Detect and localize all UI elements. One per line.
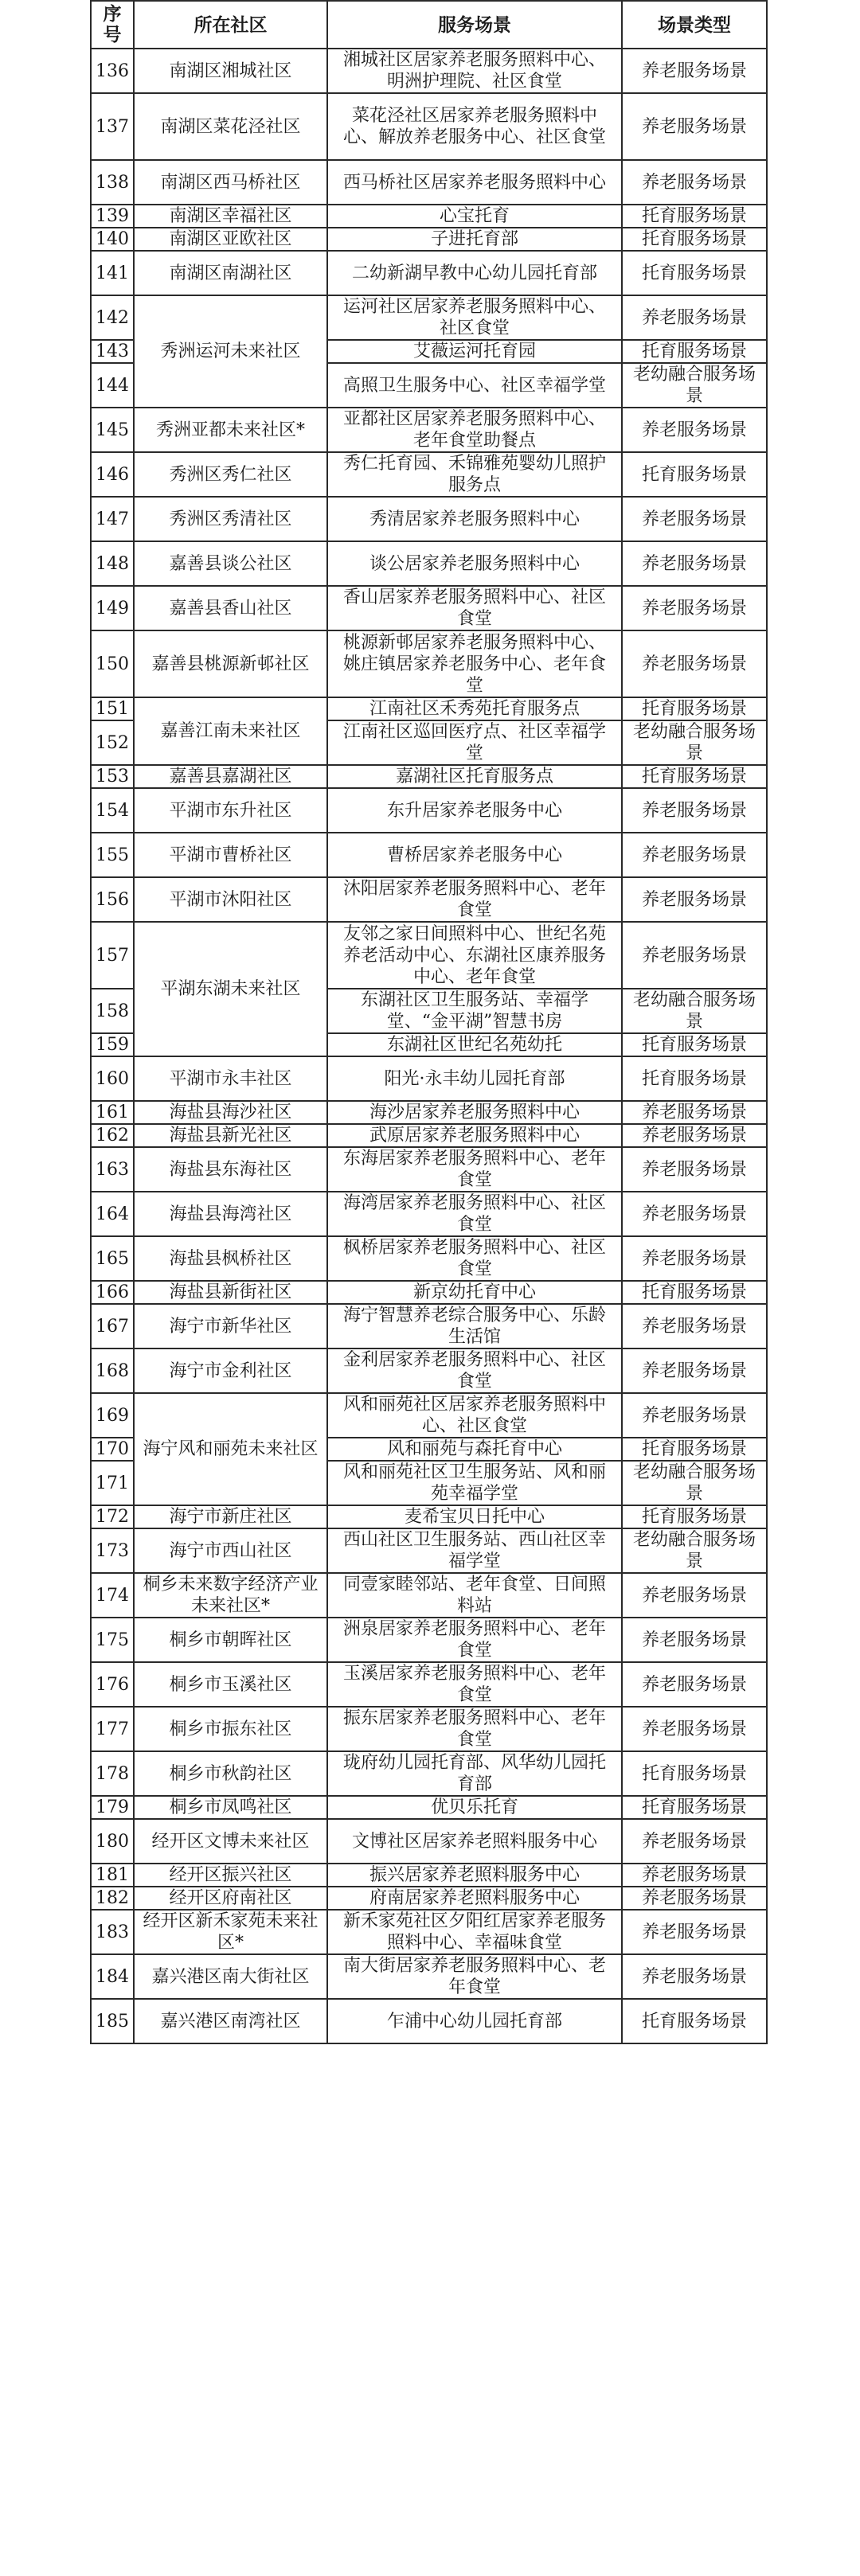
cell-seq: 177 (91, 1707, 134, 1751)
cell-community: 秀洲亚都未来社区* (134, 408, 327, 452)
cell-seq: 171 (91, 1461, 134, 1505)
cell-seq: 165 (91, 1236, 134, 1281)
cell-service: 武原居家养老服务照料中心 (327, 1124, 622, 1147)
cell-seq: 140 (91, 228, 134, 251)
cell-service: 金利居家养老服务照料中心、社区食堂 (327, 1348, 622, 1393)
cell-community: 海宁市金利社区 (134, 1348, 327, 1393)
cell-service: 新禾家苑社区夕阳红居家养老服务照料中心、幸福味食堂 (327, 1910, 622, 1954)
cell-service: 麦希宝贝日托中心 (327, 1505, 622, 1528)
cell-community: 海盐县东海社区 (134, 1147, 327, 1192)
cell-type: 养老服务场景 (622, 788, 767, 833)
cell-community: 平湖市东升社区 (134, 788, 327, 833)
cell-community: 南湖区西马桥社区 (134, 160, 327, 205)
table-row (91, 1618, 767, 1662)
cell-type: 养老服务场景 (622, 1954, 767, 1999)
table-row (91, 586, 767, 630)
cell-community: 嘉兴港区南大街社区 (134, 1954, 327, 1999)
cell-type: 托育服务场景 (622, 765, 767, 788)
cell-seq: 163 (91, 1147, 134, 1192)
header-seq-label: 序 号 (103, 3, 122, 45)
table-row (91, 1304, 767, 1348)
table-row (91, 452, 767, 497)
cell-type: 老幼融合服务场景 (622, 720, 767, 765)
cell-service: 风和丽苑社区卫生服务站、风和丽苑幸福学堂 (327, 1461, 622, 1505)
table-row (91, 497, 767, 541)
service-table (90, 0, 768, 2044)
cell-seq: 185 (91, 1999, 134, 2043)
cell-type: 养老服务场景 (622, 160, 767, 205)
cell-type: 养老服务场景 (622, 833, 767, 877)
cell-service: 优贝乐托育 (327, 1796, 622, 1819)
table-row (91, 160, 767, 205)
cell-seq: 153 (91, 765, 134, 788)
cell-community: 海宁市新庄社区 (134, 1505, 327, 1528)
cell-service: 南大街居家养老服务照料中心、老年食堂 (327, 1954, 622, 1999)
table-row (91, 1101, 767, 1124)
cell-seq: 170 (91, 1438, 134, 1461)
cell-seq: 179 (91, 1796, 134, 1819)
cell-seq: 182 (91, 1887, 134, 1910)
cell-community: 南湖区南湖社区 (134, 251, 327, 295)
cell-service: 桃源新邨居家养老服务照料中心、姚庄镇居家养老服务中心、老年食堂 (327, 630, 622, 697)
header-community: 所在社区 (134, 1, 327, 49)
cell-seq: 138 (91, 160, 134, 205)
cell-seq: 175 (91, 1618, 134, 1662)
cell-seq: 160 (91, 1056, 134, 1101)
cell-seq: 159 (91, 1033, 134, 1056)
header-row (91, 1, 767, 49)
cell-type: 养老服务场景 (622, 1147, 767, 1192)
table-row (91, 1662, 767, 1707)
cell-community: 海宁风和丽苑未来社区 (134, 1393, 327, 1505)
cell-community: 南湖区菜花泾社区 (134, 93, 327, 160)
table-row (91, 1192, 767, 1236)
cell-service: 艾薇运河托育园 (327, 340, 622, 363)
table-row (91, 1281, 767, 1304)
cell-seq: 152 (91, 720, 134, 765)
cell-service: 谈公居家养老服务照料中心 (327, 541, 622, 586)
cell-seq: 149 (91, 586, 134, 630)
cell-seq: 156 (91, 877, 134, 922)
table-row (91, 541, 767, 586)
cell-type: 养老服务场景 (622, 541, 767, 586)
cell-type: 养老服务场景 (622, 1864, 767, 1887)
cell-seq: 158 (91, 989, 134, 1033)
cell-community: 平湖市曹桥社区 (134, 833, 327, 877)
cell-type: 托育服务场景 (622, 1056, 767, 1101)
cell-type: 养老服务场景 (622, 1618, 767, 1662)
table-row (91, 1910, 767, 1954)
cell-service: 风和丽苑与森托育中心 (327, 1438, 622, 1461)
table-row (91, 1864, 767, 1887)
cell-service: 珑府幼儿园托育部、风华幼儿园托育部 (327, 1751, 622, 1796)
cell-service: 东升居家养老服务中心 (327, 788, 622, 833)
cell-service: 乍浦中心幼儿园托育部 (327, 1999, 622, 2043)
cell-type: 老幼融合服务场景 (622, 363, 767, 408)
cell-service: 二幼新湖早教中心幼儿园托育部 (327, 251, 622, 295)
table-row (91, 1147, 767, 1192)
cell-community: 秀洲区秀清社区 (134, 497, 327, 541)
table-row (91, 93, 767, 160)
cell-service: 嘉湖社区托育服务点 (327, 765, 622, 788)
cell-type: 养老服务场景 (622, 1819, 767, 1864)
cell-type: 养老服务场景 (622, 49, 767, 93)
cell-type: 养老服务场景 (622, 295, 767, 340)
cell-type: 养老服务场景 (622, 1192, 767, 1236)
cell-seq: 147 (91, 497, 134, 541)
cell-type: 养老服务场景 (622, 93, 767, 160)
cell-service: 东湖社区卫生服务站、幸福学堂、“金平湖”智慧书房 (327, 989, 622, 1033)
cell-community: 桐乡市秋韵社区 (134, 1751, 327, 1796)
cell-seq: 145 (91, 408, 134, 452)
table-row (91, 1056, 767, 1101)
cell-service: 玉溪居家养老服务照料中心、老年食堂 (327, 1662, 622, 1707)
table-row (91, 1707, 767, 1751)
cell-community: 平湖市永丰社区 (134, 1056, 327, 1101)
cell-community: 经开区振兴社区 (134, 1864, 327, 1887)
table-row (91, 833, 767, 877)
cell-community: 平湖东湖未来社区 (134, 922, 327, 1056)
cell-seq: 164 (91, 1192, 134, 1236)
cell-seq: 169 (91, 1393, 134, 1438)
cell-service: 友邻之家日间照料中心、世纪名苑养老活动中心、东湖社区康养服务中心、老年食堂 (327, 922, 622, 989)
cell-type: 养老服务场景 (622, 1662, 767, 1707)
table-row (91, 1954, 767, 1999)
cell-community: 桐乡市玉溪社区 (134, 1662, 327, 1707)
cell-community: 南湖区幸福社区 (134, 205, 327, 228)
cell-service: 香山居家养老服务照料中心、社区食堂 (327, 586, 622, 630)
cell-seq: 168 (91, 1348, 134, 1393)
cell-type: 养老服务场景 (622, 408, 767, 452)
cell-service: 洲泉居家养老服务照料中心、老年食堂 (327, 1618, 622, 1662)
cell-type: 养老服务场景 (622, 1124, 767, 1147)
cell-type: 养老服务场景 (622, 1348, 767, 1393)
cell-type: 托育服务场景 (622, 1796, 767, 1819)
cell-seq: 136 (91, 49, 134, 93)
cell-type: 托育服务场景 (622, 1438, 767, 1461)
cell-community: 海盐县海湾社区 (134, 1192, 327, 1236)
table-row (91, 630, 767, 697)
table-row (91, 1999, 767, 2043)
cell-type: 养老服务场景 (622, 1304, 767, 1348)
cell-community: 秀洲区秀仁社区 (134, 452, 327, 497)
cell-service: 江南社区禾秀苑托育服务点 (327, 697, 622, 720)
cell-community: 海盐县枫桥社区 (134, 1236, 327, 1281)
cell-seq: 167 (91, 1304, 134, 1348)
cell-type: 托育服务场景 (622, 1281, 767, 1304)
table-row (91, 1124, 767, 1147)
cell-community: 嘉善县香山社区 (134, 586, 327, 630)
cell-type: 养老服务场景 (622, 922, 767, 989)
table-row (91, 922, 767, 989)
table-row (91, 1348, 767, 1393)
cell-service: 江南社区巡回医疗点、社区幸福学堂 (327, 720, 622, 765)
cell-seq: 148 (91, 541, 134, 586)
cell-service: 新京幼托育中心 (327, 1281, 622, 1304)
cell-service: 西马桥社区居家养老服务照料中心 (327, 160, 622, 205)
cell-community: 南湖区湘城社区 (134, 49, 327, 93)
cell-type: 养老服务场景 (622, 1101, 767, 1124)
cell-seq: 142 (91, 295, 134, 340)
cell-community: 嘉善县嘉湖社区 (134, 765, 327, 788)
cell-seq: 150 (91, 630, 134, 697)
cell-service: 振东居家养老服务照料中心、老年食堂 (327, 1707, 622, 1751)
table-row (91, 408, 767, 452)
cell-seq: 172 (91, 1505, 134, 1528)
cell-community: 海盐县新光社区 (134, 1124, 327, 1147)
cell-community: 海宁市西山社区 (134, 1528, 327, 1573)
header-seq (91, 1, 134, 49)
cell-service: 海宁智慧养老综合服务中心、乐龄生活馆 (327, 1304, 622, 1348)
cell-type: 老幼融合服务场景 (622, 989, 767, 1033)
cell-seq: 139 (91, 205, 134, 228)
cell-seq: 144 (91, 363, 134, 408)
cell-seq: 176 (91, 1662, 134, 1707)
table-row (91, 788, 767, 833)
cell-type: 养老服务场景 (622, 877, 767, 922)
cell-type: 托育服务场景 (622, 1999, 767, 2043)
table-row (91, 205, 767, 228)
cell-seq: 137 (91, 93, 134, 160)
cell-service: 菜花泾社区居家养老服务照料中心、解放养老服务中心、社区食堂 (327, 93, 622, 160)
cell-type: 托育服务场景 (622, 1751, 767, 1796)
cell-community: 海盐县新街社区 (134, 1281, 327, 1304)
table-row (91, 49, 767, 93)
cell-type: 养老服务场景 (622, 1236, 767, 1281)
cell-service: 海沙居家养老服务照料中心 (327, 1101, 622, 1124)
table-row (91, 877, 767, 922)
cell-seq: 183 (91, 1910, 134, 1954)
table-row (91, 765, 767, 788)
cell-community: 海宁市新华社区 (134, 1304, 327, 1348)
cell-type: 养老服务场景 (622, 1393, 767, 1438)
cell-service: 西山社区卫生服务站、西山社区幸福学堂 (327, 1528, 622, 1573)
table-row (91, 1236, 767, 1281)
cell-type: 托育服务场景 (622, 251, 767, 295)
cell-service: 振兴居家养老照料服务中心 (327, 1864, 622, 1887)
cell-type: 老幼融合服务场景 (622, 1461, 767, 1505)
cell-type: 托育服务场景 (622, 697, 767, 720)
cell-service: 运河社区居家养老服务照料中心、社区食堂 (327, 295, 622, 340)
table-row (91, 228, 767, 251)
cell-community: 桐乡市朝晖社区 (134, 1618, 327, 1662)
cell-service: 子进托育部 (327, 228, 622, 251)
cell-type: 托育服务场景 (622, 340, 767, 363)
cell-type: 托育服务场景 (622, 1033, 767, 1056)
table-row (91, 1887, 767, 1910)
cell-service: 府南居家养老照料服务中心 (327, 1887, 622, 1910)
cell-service: 沐阳居家养老服务照料中心、老年食堂 (327, 877, 622, 922)
cell-service: 高照卫生服务中心、社区幸福学堂 (327, 363, 622, 408)
cell-service: 海湾居家养老服务照料中心、社区食堂 (327, 1192, 622, 1236)
cell-type: 养老服务场景 (622, 630, 767, 697)
cell-community: 海盐县海沙社区 (134, 1101, 327, 1124)
cell-seq: 180 (91, 1819, 134, 1864)
cell-seq: 178 (91, 1751, 134, 1796)
cell-type: 养老服务场景 (622, 497, 767, 541)
table-row (91, 1528, 767, 1573)
cell-service: 秀清居家养老服务照料中心 (327, 497, 622, 541)
cell-community: 嘉善县谈公社区 (134, 541, 327, 586)
table-row (91, 1751, 767, 1796)
cell-service: 东海居家养老服务照料中心、老年食堂 (327, 1147, 622, 1192)
table-row (91, 1505, 767, 1528)
cell-community: 平湖市沐阳社区 (134, 877, 327, 922)
cell-community: 经开区府南社区 (134, 1887, 327, 1910)
cell-seq: 157 (91, 922, 134, 989)
cell-community: 秀洲运河未来社区 (134, 295, 327, 408)
cell-type: 养老服务场景 (622, 1707, 767, 1751)
header-type: 场景类型 (622, 1, 767, 49)
cell-seq: 161 (91, 1101, 134, 1124)
cell-community: 嘉善江南未来社区 (134, 697, 327, 765)
cell-community: 南湖区亚欧社区 (134, 228, 327, 251)
cell-type: 养老服务场景 (622, 1573, 767, 1618)
cell-community: 嘉兴港区南湾社区 (134, 1999, 327, 2043)
cell-seq: 162 (91, 1124, 134, 1147)
table-row (91, 251, 767, 295)
cell-service: 东湖社区世纪名苑幼托 (327, 1033, 622, 1056)
cell-seq: 155 (91, 833, 134, 877)
cell-community: 桐乡市振东社区 (134, 1707, 327, 1751)
cell-seq: 146 (91, 452, 134, 497)
cell-service: 亚都社区居家养老服务照料中心、老年食堂助餐点 (327, 408, 622, 452)
header-service: 服务场景 (327, 1, 622, 49)
cell-type: 老幼融合服务场景 (622, 1528, 767, 1573)
table-row (91, 1796, 767, 1819)
cell-community: 嘉善县桃源新邨社区 (134, 630, 327, 697)
table-row (91, 1393, 767, 1438)
cell-type: 托育服务场景 (622, 452, 767, 497)
cell-type: 养老服务场景 (622, 1910, 767, 1954)
table-row (91, 1819, 767, 1864)
table-row (91, 1573, 767, 1618)
cell-community: 经开区新禾家苑未来社区* (134, 1910, 327, 1954)
cell-service: 阳光·永丰幼儿园托育部 (327, 1056, 622, 1101)
cell-seq: 154 (91, 788, 134, 833)
cell-type: 托育服务场景 (622, 228, 767, 251)
table-row (91, 697, 767, 720)
cell-service: 同壹家睦邻站、老年食堂、日间照料站 (327, 1573, 622, 1618)
cell-seq: 174 (91, 1573, 134, 1618)
table-row (91, 295, 767, 340)
cell-community: 桐乡市凤鸣社区 (134, 1796, 327, 1819)
cell-seq: 143 (91, 340, 134, 363)
cell-type: 托育服务场景 (622, 205, 767, 228)
cell-service: 风和丽苑社区居家养老服务照料中心、社区食堂 (327, 1393, 622, 1438)
cell-type: 养老服务场景 (622, 586, 767, 630)
cell-seq: 181 (91, 1864, 134, 1887)
cell-seq: 166 (91, 1281, 134, 1304)
cell-seq: 173 (91, 1528, 134, 1573)
cell-service: 秀仁托育园、禾锦雅苑婴幼儿照护服务点 (327, 452, 622, 497)
cell-seq: 184 (91, 1954, 134, 1999)
cell-type: 养老服务场景 (622, 1887, 767, 1910)
cell-service: 文博社区居家养老照料服务中心 (327, 1819, 622, 1864)
cell-service: 曹桥居家养老服务中心 (327, 833, 622, 877)
cell-service: 枫桥居家养老服务照料中心、社区食堂 (327, 1236, 622, 1281)
cell-community: 经开区文博未来社区 (134, 1819, 327, 1864)
cell-service: 心宝托育 (327, 205, 622, 228)
cell-type: 托育服务场景 (622, 1505, 767, 1528)
cell-community: 桐乡未来数字经济产业未来社区* (134, 1573, 327, 1618)
cell-seq: 151 (91, 697, 134, 720)
cell-seq: 141 (91, 251, 134, 295)
document-page (90, 0, 766, 2044)
cell-service: 湘城社区居家养老服务照料中心、明洲护理院、社区食堂 (327, 49, 622, 93)
